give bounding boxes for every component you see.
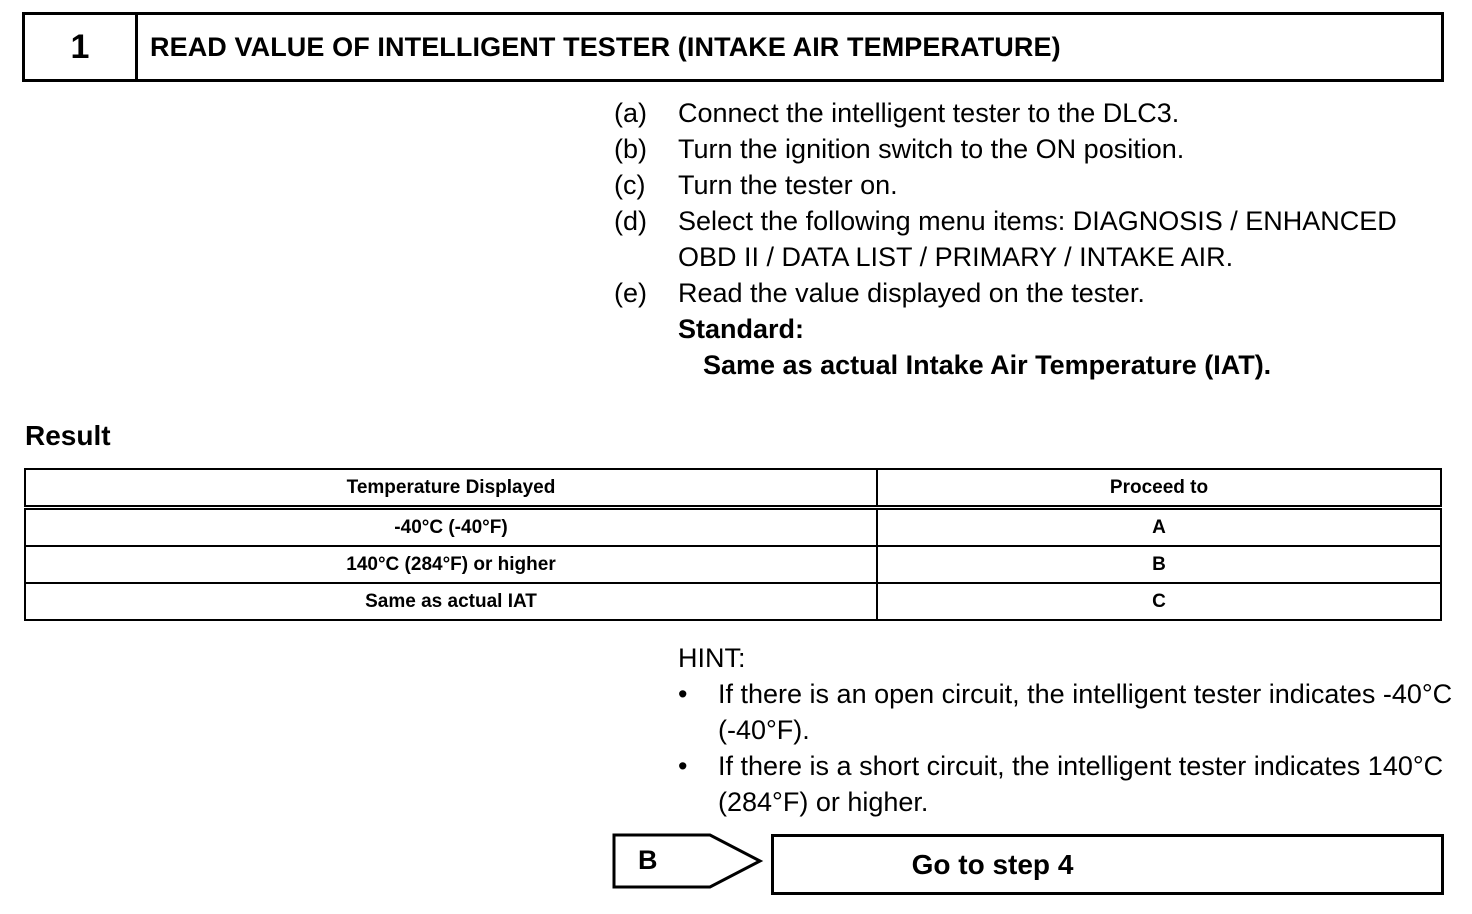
proceed-cell: C [877, 583, 1441, 620]
temperature-cell: 140°C (284°F) or higher [25, 546, 877, 583]
instruction-letter: (e) [614, 278, 647, 308]
instruction-letter: (a) [614, 98, 647, 128]
instruction-text: Read the value displayed on the tester. [678, 278, 1145, 308]
hint-item [678, 676, 1458, 748]
standard-label: Standard: [678, 314, 805, 344]
step-number: 1 [25, 15, 138, 79]
table-header-row [25, 469, 1441, 508]
instruction-letter: (c) [614, 170, 646, 200]
instruction-letter: (b) [614, 134, 647, 164]
goto-step-text: Go to step 4 [911, 848, 1074, 880]
temperature-cell: -40°C (-40°F) [25, 508, 877, 547]
instruction-text: Turn the tester on. [678, 170, 898, 200]
instruction-list [614, 95, 1454, 383]
instruction-item [614, 275, 1454, 311]
instruction-item [614, 203, 1454, 275]
result-table [24, 468, 1442, 621]
column-header-proceed: Proceed to [877, 469, 1441, 508]
branch-arrow-icon [612, 832, 764, 890]
instruction-item [614, 167, 1454, 203]
instruction-text: Connect the intelligent tester to the DLC3. [678, 98, 1180, 128]
bullet-icon: • [678, 751, 688, 781]
hint-block [678, 640, 1458, 820]
table-row [25, 583, 1441, 620]
bullet-icon: • [678, 679, 688, 709]
instruction-item [614, 131, 1454, 167]
result-label: Result [25, 420, 111, 451]
hint-text: If there is a short circuit, the intelligent tester indicates 140°C (284°F) or higher. [718, 751, 1444, 817]
proceed-cell: A [877, 508, 1441, 547]
instruction-text: Select the following menu items: DIAGNOSIS / ENHANCED OBD II / DATA LIST / PRIMARY / INTAKE AIR. [678, 206, 1397, 272]
branch-letter: B [638, 845, 658, 875]
temperature-cell: Same as actual IAT [25, 583, 877, 620]
hint-text: If there is an open circuit, the intelligent tester indicates -40°C (-40°F). [718, 679, 1453, 745]
instruction-item [614, 95, 1454, 131]
table-row [25, 546, 1441, 583]
hint-label: HINT: [678, 643, 746, 673]
step-header [22, 12, 1444, 82]
step-title: READ VALUE OF INTELLIGENT TESTER (INTAKE AIR TEMPERATURE) [150, 31, 1061, 62]
instruction-text: Turn the ignition switch to the ON position. [678, 134, 1185, 164]
goto-step-box [771, 834, 1444, 895]
instruction-letter: (d) [614, 206, 647, 236]
hint-item [678, 748, 1458, 820]
table-row [25, 508, 1441, 547]
column-header-temperature: Temperature Displayed [25, 469, 877, 508]
standard-value: Same as actual Intake Air Temperature (IAT). [703, 350, 1272, 380]
proceed-cell: B [877, 546, 1441, 583]
